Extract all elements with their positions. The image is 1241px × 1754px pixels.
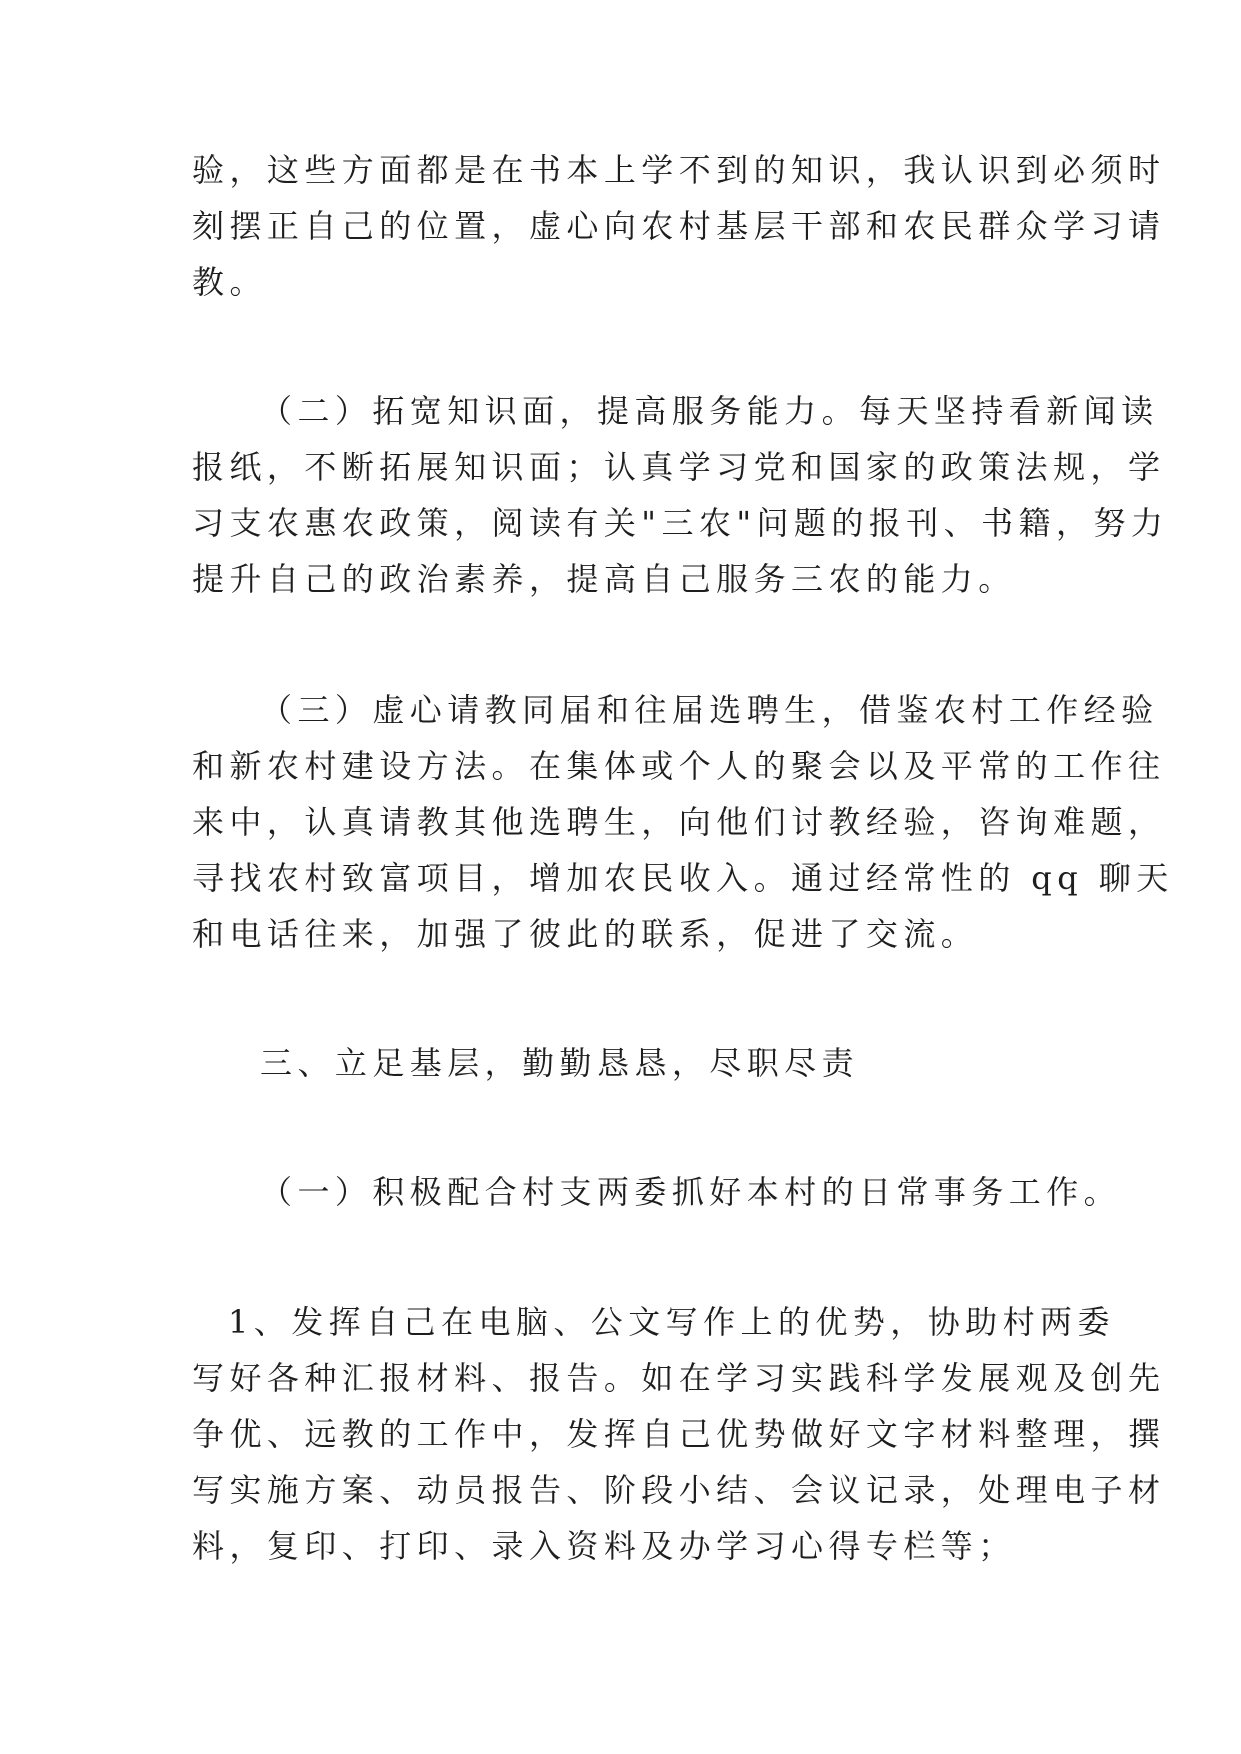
text-line: 习支农惠农政策，阅读有关"三农"问题的报刊、书籍，努力 [192,504,1169,542]
text-line: 写好各种汇报材料、报告。如在学习实践科学发展观及创先 [192,1359,1166,1397]
text-line: 刻摆正自己的位置，虚心向农村基层干部和农民群众学习请 [192,207,1166,245]
paragraph-heading-2: （二）拓宽知识面，提高服务能力。每天坚持看新闻读 [260,392,1159,430]
text-line: 和电话往来，加强了彼此的联系，促进了交流。 [192,915,979,953]
text-line: 料，复印、打印、录入资料及办学习心得专栏等； [192,1527,1016,1565]
text-line: 寻找农村致富项目，增加农民收入。通过经常性的 qq 聊天 [192,859,1174,897]
text-line: 报纸，不断拓展知识面；认真学习党和国家的政策法规，学 [192,448,1166,486]
text-line: 教。 [192,263,267,301]
text-line: 提升自己的政治素养，提高自己服务三农的能力。 [192,560,1016,598]
subsection-heading: （一）积极配合村支两委抓好本村的日常事务工作。 [260,1173,1122,1211]
text-line: 来中，认真请教其他选聘生，向他们讨教经验，咨询难题， [192,803,1166,841]
section-heading: 三、立足基层，勤勤恳恳，尽职尽责 [260,1044,860,1082]
list-item-1: 1、发挥自己在电脑、公文写作上的优势，协助村两委 [228,1303,1115,1341]
text-line: 争优、远教的工作中，发挥自己优势做好文字材料整理，撰 [192,1415,1166,1453]
text-line: 和新农村建设方法。在集体或个人的聚会以及平常的工作往 [192,747,1166,785]
text-line: 写实施方案、动员报告、阶段小结、会议记录，处理电子材 [192,1471,1166,1509]
paragraph-heading-3: （三）虚心请教同届和往届选聘生，借鉴农村工作经验 [260,691,1159,729]
text-line: 验，这些方面都是在书本上学不到的知识，我认识到必须时 [192,151,1166,189]
